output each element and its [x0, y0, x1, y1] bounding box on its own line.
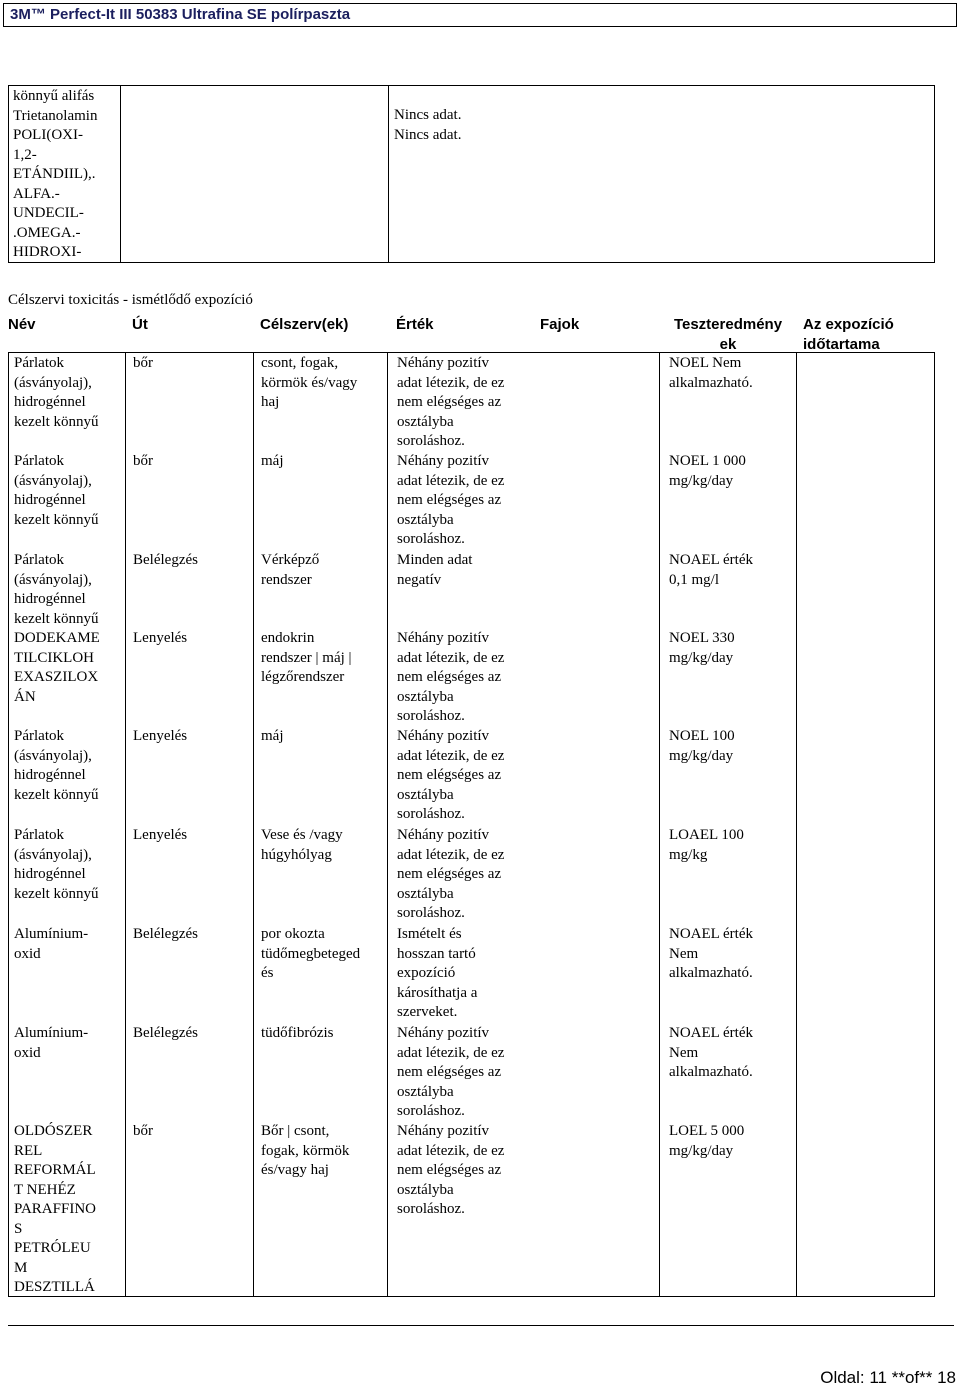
- table-cell-celszerv: Vérképző rendszer: [261, 552, 320, 588]
- table-cell-nev: DODEKAME TILCIKLOH EXASZILOX ÁN: [14, 630, 100, 705]
- column-header-celszerv: Célszerv(ek): [260, 316, 349, 333]
- column-divider: [253, 353, 254, 1296]
- column-divider: [125, 353, 126, 1296]
- table-cell-nev: Párlatok (ásványolaj), hidrogénnel kezelt könnyű: [14, 355, 99, 430]
- column-divider: [659, 353, 660, 1296]
- column-header-expozicio: Az expozíció időtartama: [803, 316, 894, 353]
- table-cell-ertek: Ismételt és hosszan tartó expozíció károsíthatja a szerveket.: [397, 926, 478, 1020]
- table-cell-celszerv: tüdőfibrózis: [261, 1025, 334, 1041]
- column-divider: [388, 86, 389, 262]
- continued-value-text: Nincs adat. Nincs adat.: [394, 107, 462, 143]
- continued-table: [8, 85, 935, 263]
- table-cell-ut: Lenyelés: [133, 827, 188, 843]
- table-cell-ut: Lenyelés: [133, 728, 188, 744]
- column-header-teszteredmeny: Teszteredmény ek: [673, 316, 783, 353]
- column-header-fajok: Fajok: [540, 316, 580, 333]
- table-cell-celszerv: por okozta tüdőmegbeteged és: [261, 926, 361, 981]
- table-cell-ut: Belélegzés: [133, 926, 198, 942]
- table-cell-nev: Párlatok (ásványolaj), hidrogénnel kezelt könnyű: [14, 728, 99, 803]
- section-title: Célszervi toxicitás - ismétlődő expozíció: [8, 292, 253, 308]
- column-divider: [387, 353, 388, 1296]
- table-cell-ertek: Néhány pozitív adat létezik, de ez nem elégséges az osztályba soroláshoz.: [397, 1025, 505, 1119]
- table-cell-ertek: Minden adat negatív: [397, 552, 473, 588]
- table-cell-ut: bőr: [133, 355, 153, 371]
- table-cell-celszerv: Vese és /vagy húgyhólyag: [261, 827, 343, 863]
- table-cell-teszteredmeny: NOAEL érték Nem alkalmazható.: [669, 1025, 753, 1080]
- table-cell-teszteredmeny: NOEL Nem alkalmazható.: [669, 355, 753, 391]
- table-cell-ertek: Néhány pozitív adat létezik, de ez nem elégséges az osztályba soroláshoz.: [397, 1123, 505, 1217]
- table-cell-nev: Alumínium- oxid: [14, 1025, 89, 1061]
- table-cell-celszerv: Bőr | csont, fogak, körmök és/vagy haj: [261, 1123, 350, 1178]
- table-cell-ut: Lenyelés: [133, 630, 188, 646]
- table-cell-teszteredmeny: NOAEL érték 0,1 mg/l: [669, 552, 753, 588]
- table-cell-ertek: Néhány pozitív adat létezik, de ez nem elégséges az osztályba soroláshoz.: [397, 453, 505, 547]
- table-cell-nev: OLDÓSZER REL REFORMÁL T NEHÉZ PARAFFINO S PETRÓLEU M DESZTILLÁ: [14, 1123, 96, 1295]
- table-cell-nev: Párlatok (ásványolaj), hidrogénnel kezelt könnyű: [14, 453, 99, 528]
- table-cell-ut: bőr: [133, 1123, 153, 1139]
- table-cell-ut: Belélegzés: [133, 552, 198, 568]
- column-divider: [934, 353, 935, 1296]
- toxicity-table: [8, 352, 935, 1297]
- table-cell-ertek: Néhány pozitív adat létezik, de ez nem elégséges az osztályba soroláshoz.: [397, 728, 505, 822]
- table-cell-ertek: Néhány pozitív adat létezik, de ez nem elégséges az osztályba soroláshoz.: [397, 355, 505, 449]
- table-cell-ut: bőr: [133, 453, 153, 469]
- footer-divider: [8, 1325, 954, 1326]
- table-cell-celszerv: máj: [261, 453, 284, 469]
- document-header: 3M™ Perfect-It III 50383 Ultrafina SE polírpaszta: [3, 3, 957, 27]
- table-cell-teszteredmeny: NOEL 100 mg/kg/day: [669, 728, 735, 764]
- table-cell-nev: Párlatok (ásványolaj), hidrogénnel kezelt könnyű: [14, 552, 99, 627]
- table-cell-teszteredmeny: NOAEL érték Nem alkalmazható.: [669, 926, 753, 981]
- continued-substance-names: könnyű alifás Trietanolamin POLI(OXI- 1,2- ETÁNDIIL),. ALFA.- UNDECIL- .OMEGA.- HIDROXI-: [13, 88, 98, 260]
- table-cell-nev: Alumínium- oxid: [14, 926, 89, 962]
- table-cell-ertek: Néhány pozitív adat létezik, de ez nem elégséges az osztályba soroláshoz.: [397, 827, 505, 921]
- table-cell-celszerv: máj: [261, 728, 284, 744]
- column-header-nev: Név: [8, 316, 36, 333]
- column-header-ertek: Érték: [396, 316, 434, 333]
- table-cell-teszteredmeny: NOEL 1 000 mg/kg/day: [669, 453, 746, 489]
- table-cell-teszteredmeny: LOEL 5 000 mg/kg/day: [669, 1123, 745, 1159]
- table-cell-teszteredmeny: LOAEL 100 mg/kg: [669, 827, 744, 863]
- column-divider: [796, 353, 797, 1296]
- table-cell-ut: Belélegzés: [133, 1025, 198, 1041]
- table-cell-celszerv: endokrin rendszer | máj | légzőrendszer: [261, 630, 352, 685]
- table-cell-nev: Párlatok (ásványolaj), hidrogénnel kezelt könnyű: [14, 827, 99, 902]
- page-number: Oldal: 11 **of** 18: [820, 1368, 956, 1387]
- table-cell-ertek: Néhány pozitív adat létezik, de ez nem elégséges az osztályba soroláshoz.: [397, 630, 505, 724]
- column-header-ut: Út: [132, 316, 148, 333]
- table-cell-teszteredmeny: NOEL 330 mg/kg/day: [669, 630, 735, 666]
- table-cell-celszerv: csont, fogak, körmök és/vagy haj: [261, 355, 358, 410]
